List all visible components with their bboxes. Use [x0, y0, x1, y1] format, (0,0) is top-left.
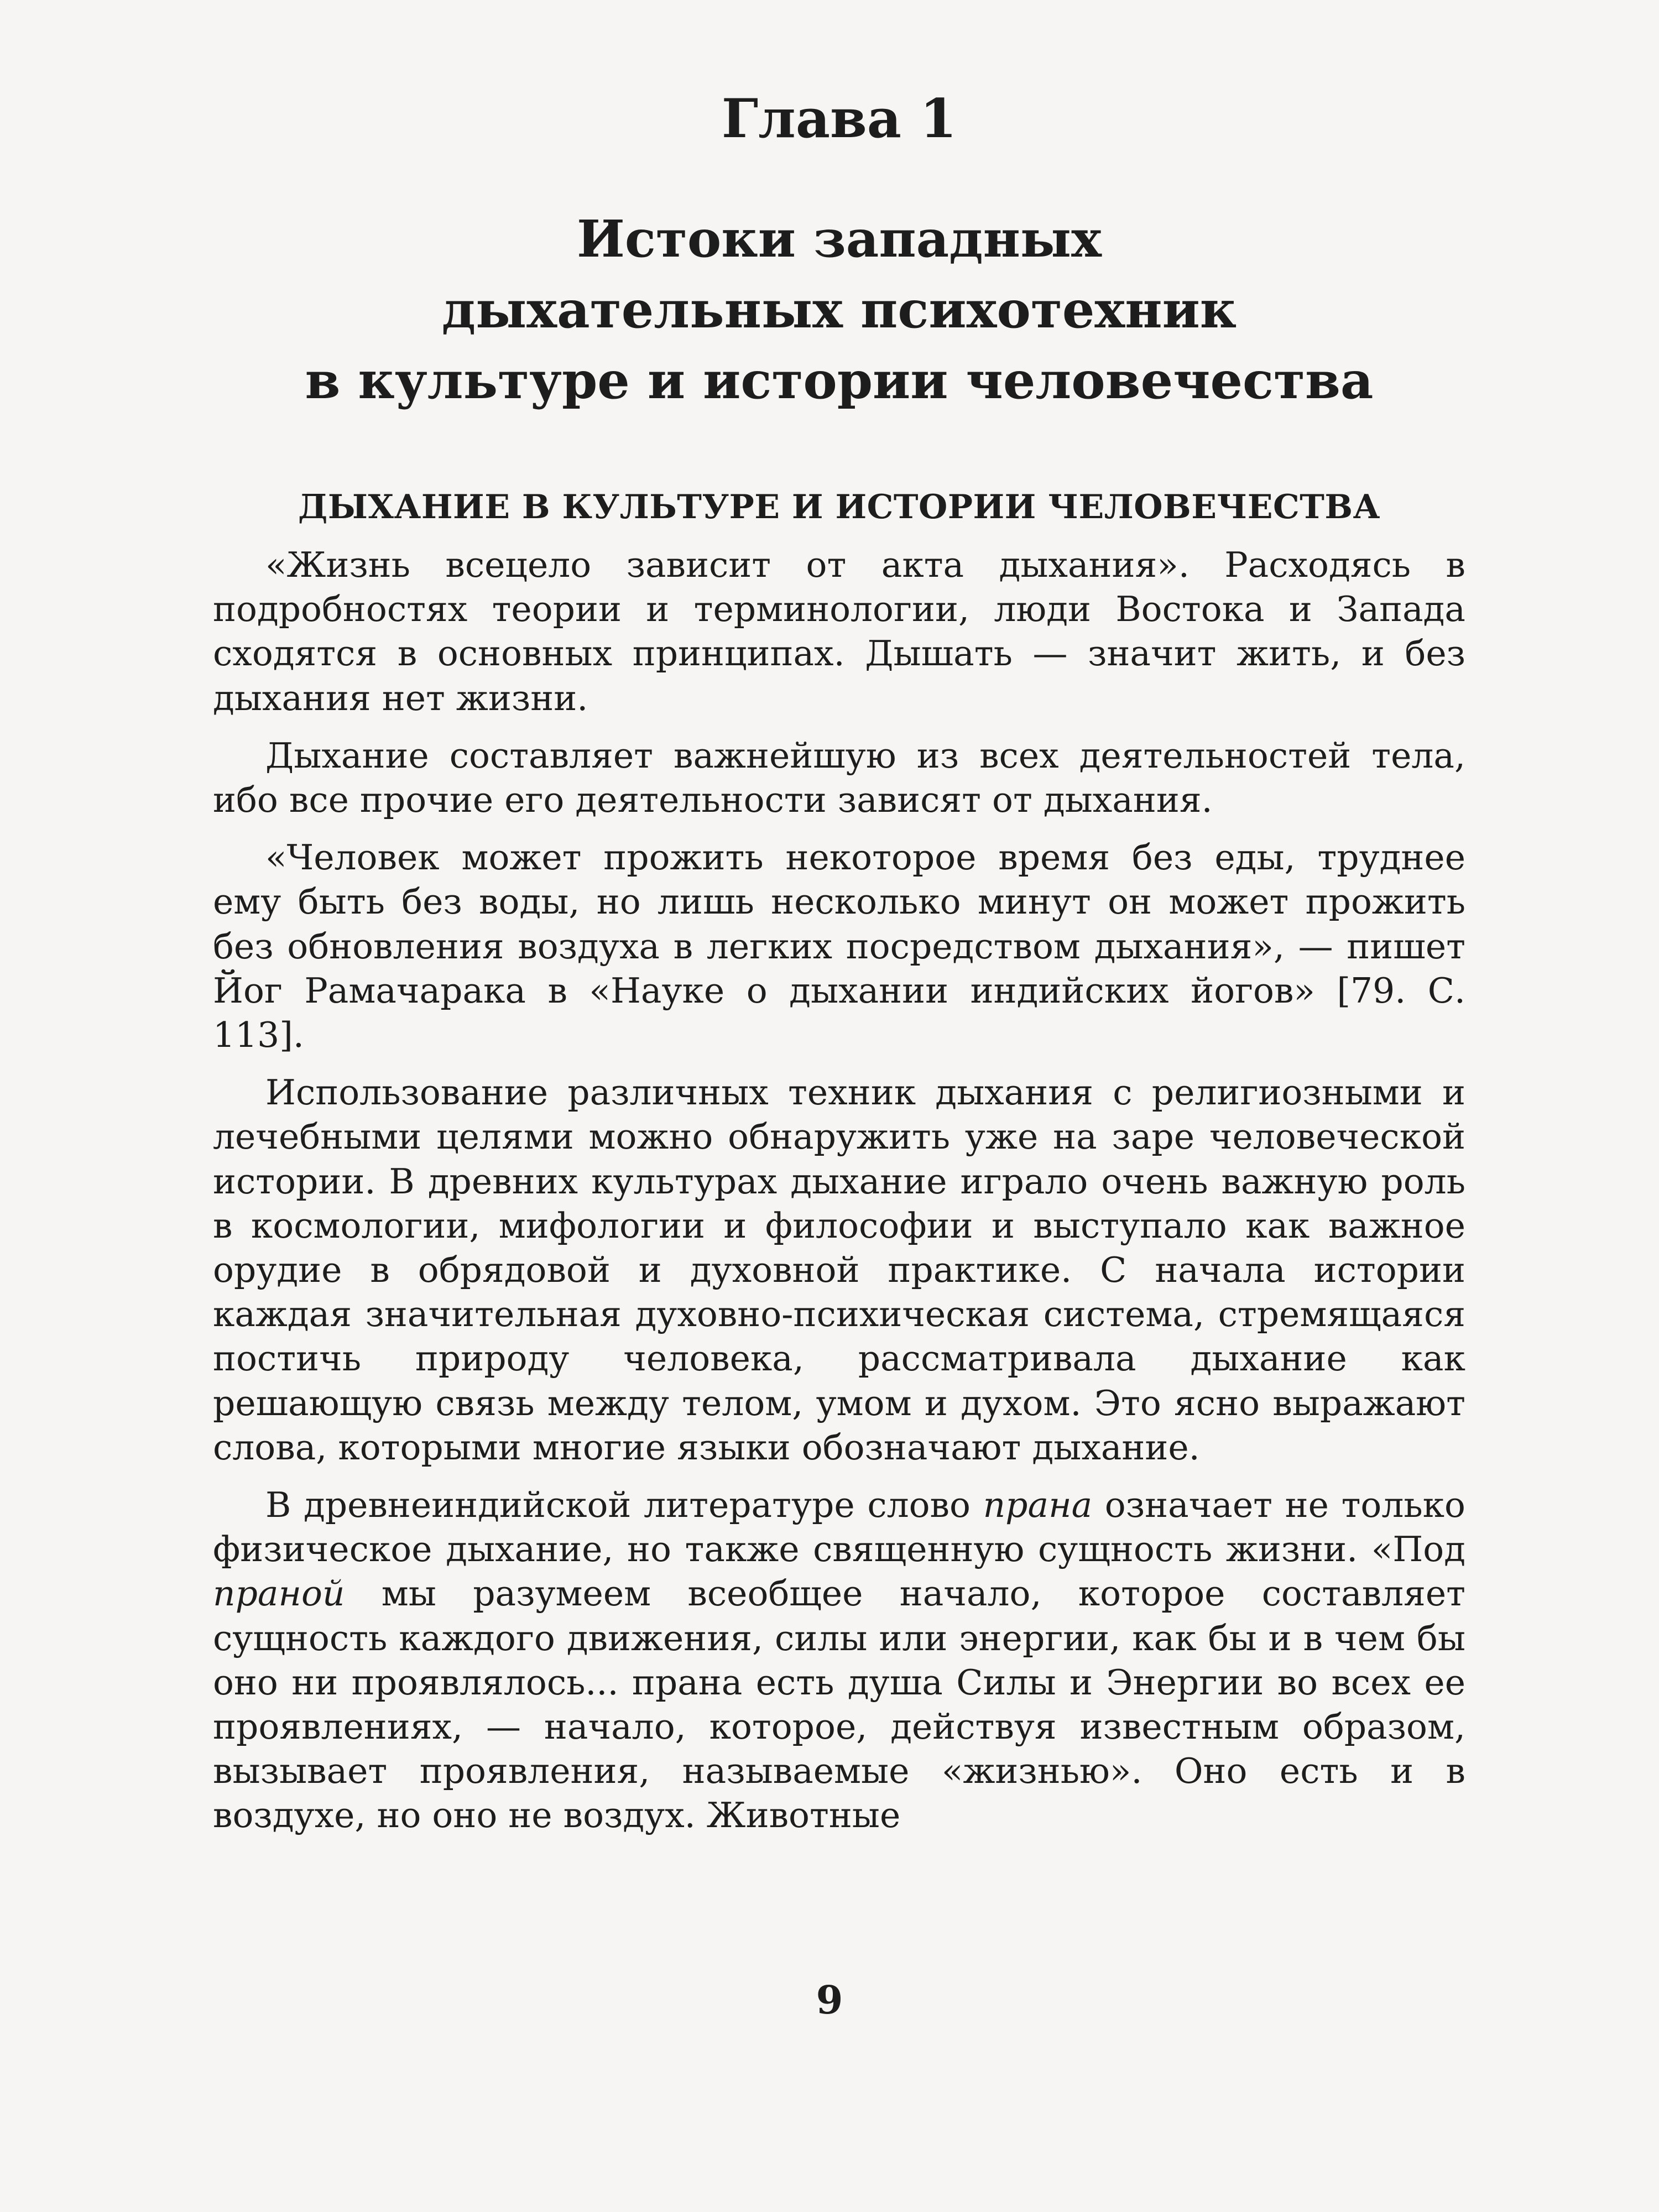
paragraph-text: означает не только физическое дыхание, но также священную сущность жизни. «Под: [213, 1485, 1465, 1570]
chapter-title: [213, 204, 1465, 416]
chapter-title-line: Истоки западных: [576, 209, 1102, 269]
chapter-label: Глава 1: [721, 87, 957, 150]
chapter-title-line: дыхательных психотехник: [441, 280, 1237, 340]
italic-term: прана: [983, 1485, 1093, 1526]
chapter-title-line: в культуре и истории человечества: [305, 351, 1374, 410]
paragraph-text: В древнеиндийской литературе слово: [265, 1485, 983, 1526]
paragraph: «Жизнь всецело зависит от акта дыхания». Расходясь в подробностях теории и терминологии, люди Востока и Запада сходятся в основных принципах. Дышать — значит жить, и без дыхания нет жизни.: [213, 545, 1465, 718]
italic-term: праной: [213, 1573, 345, 1614]
paragraph-text: мы разумеем всеобщее начало, которое составляет сущность каждого движения, силы или энергии, как бы и в чем бы оно ни проявлялось... прана есть душа Силы и Энергии во всех ее проявлениях, — начало, которое, действуя известным образом, вызывает проявления, называемые «жизнью». Оно есть и в воздухе, но оно не воздух. Животные: [213, 1573, 1465, 1836]
page-number: 9: [816, 1977, 843, 2023]
paragraph: [213, 1483, 1465, 1838]
paragraph: Дыхание составляет важнейшую из всех деятельностей тела, ибо все прочие его деятельности зависят от дыхания.: [213, 735, 1465, 821]
paragraph: «Человек может прожить некоторое время без еды, труднее ему быть без воды, но лишь несколько минут он может прожить без обновления воздуха в легких посредством дыхания», — пишет Йог Рамачарака в «Науке о дыхании индийских йогов» [79. С. 113].: [213, 837, 1465, 1056]
paragraph: Использование различных техник дыхания с религиозными и лечебными целями можно обнаружить уже на заре человеческой истории. В древних культурах дыхание играло очень важную роль в космологии, мифологии и философии и выступало как важное орудие в обрядовой и духовной практике. С начала истории каждая значительная духовно-психическая система, стремящаяся постичь природу человека, рассматривала дыхание как решающую связь между телом, умом и духом. Это ясно выражают слова, которыми многие языки обозначают дыхание.: [213, 1072, 1465, 1468]
book-page: [213, 88, 1465, 1851]
section-title: ДЫХАНИЕ В КУЛЬТУРЕ И ИСТОРИИ ЧЕЛОВЕЧЕСТВА: [298, 488, 1380, 526]
